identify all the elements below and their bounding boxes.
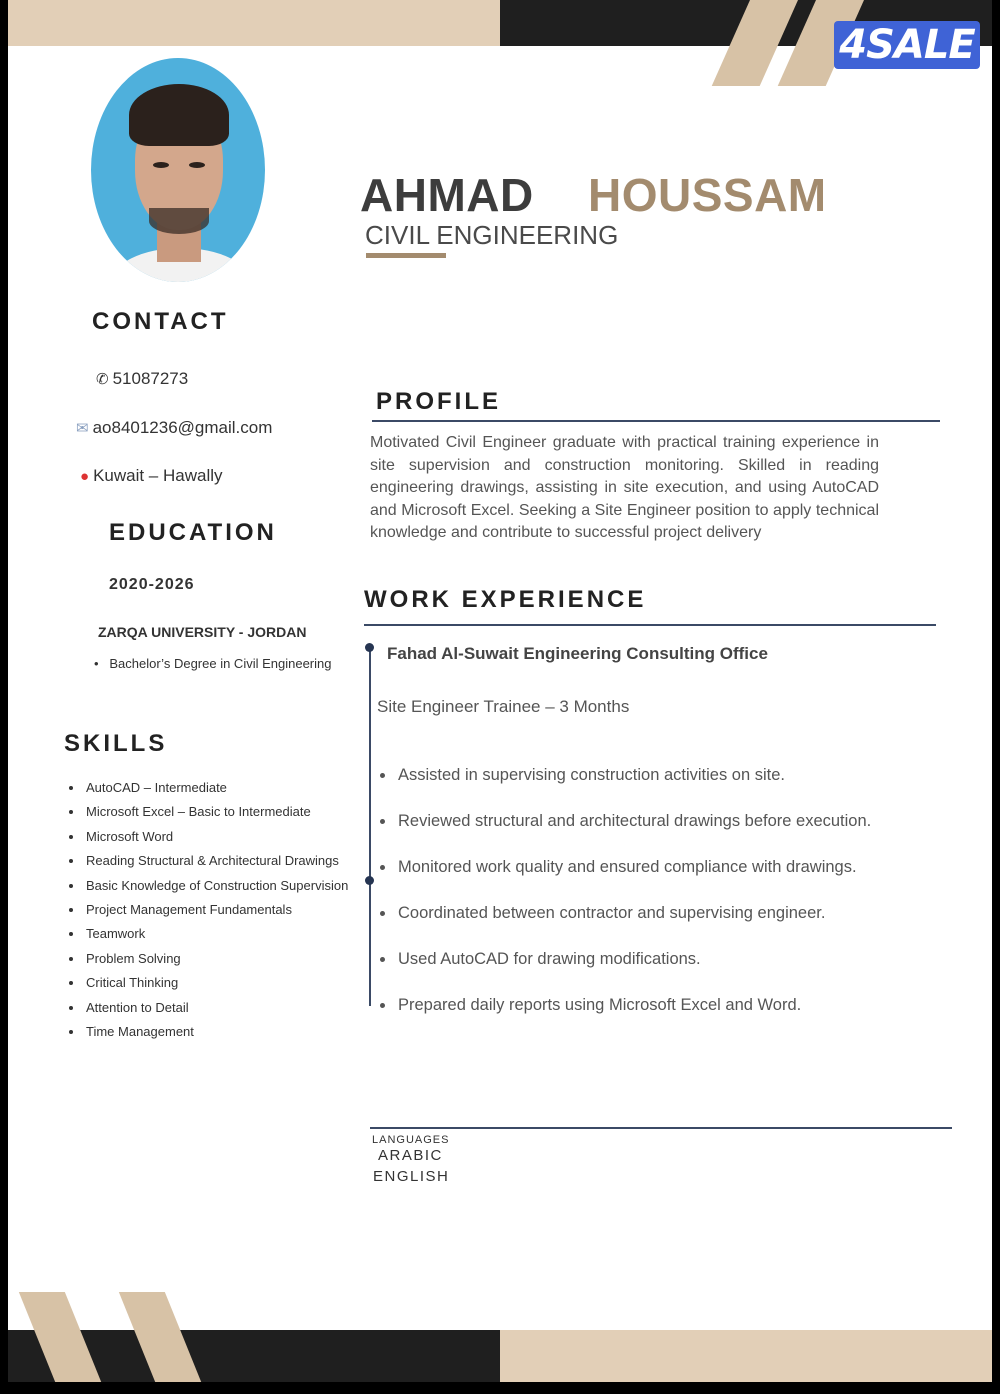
list-item: • Time Management <box>84 1020 354 1044</box>
language-english: ENGLISH <box>373 1168 450 1185</box>
name-first: AHMAD <box>360 169 534 221</box>
profile-photo <box>91 58 265 282</box>
education-university: ZARQA UNIVERSITY - JORDAN <box>98 624 307 640</box>
list-item: • Problem Solving <box>84 947 354 971</box>
bottom-tan-bar <box>500 1330 992 1382</box>
watermark-badge: 4SALE <box>834 21 980 69</box>
timeline-dot <box>365 643 374 652</box>
profile-rule <box>372 420 940 422</box>
languages-rule <box>370 1127 952 1129</box>
work-heading: WORK EXPERIENCE <box>364 586 647 613</box>
list-item: • Prepared daily reports using Microsoft Excel and Word. <box>396 982 956 1028</box>
list-item: • AutoCAD – Intermediate <box>84 776 354 800</box>
skills-list <box>66 776 354 1044</box>
timeline-line <box>369 648 371 1006</box>
job-title: CIVIL ENGINEERING <box>365 220 619 250</box>
list-item: • Basic Knowledge of Construction Supervision <box>84 874 354 898</box>
contact-phone <box>96 369 188 389</box>
list-item: • Teamwork <box>84 922 354 946</box>
mail-icon: ✉ <box>76 420 89 437</box>
phone-icon: ✆ <box>96 371 109 388</box>
list-item: • Project Management Fundamentals <box>84 898 354 922</box>
location-pin-icon: ● <box>80 468 90 485</box>
list-item: • Attention to Detail <box>84 996 354 1020</box>
contact-email[interactable] <box>76 418 272 438</box>
title-underline <box>366 253 446 258</box>
list-item: • Microsoft Word <box>84 825 354 849</box>
top-tan-bar <box>8 0 500 46</box>
contact-location <box>80 466 223 486</box>
resume-page <box>8 0 992 1382</box>
education-degree: • Bachelor’s Degree in Civil Engineering <box>94 656 332 671</box>
work-rule <box>364 624 936 626</box>
skills-heading: SKILLS <box>64 730 168 757</box>
duties-list <box>378 752 956 1028</box>
list-item: • Reviewed structural and architectural drawings before execution. <box>396 798 956 844</box>
profile-text: Motivated Civil Engineer graduate with practical training experience in site supervision and construction monitoring. Skilled in reading engineering drawings, assisting in site execution, and using AutoCAD and Microsoft Excel. Seeking a Site Engineer position to apply technical knowledge and contribute to successful project delivery <box>370 434 879 541</box>
job-role: Site Engineer Trainee – 3 Months <box>377 697 630 716</box>
contact-heading: CONTACT <box>92 308 229 335</box>
list-item: • Used AutoCAD for drawing modifications. <box>396 936 956 982</box>
languages-heading: LANGUAGES <box>372 1134 450 1146</box>
language-arabic: ARABIC <box>378 1147 443 1164</box>
degree-text: Bachelor’s Degree in Civil Engineering <box>109 656 332 671</box>
company-name: Fahad Al-Suwait Engineering Consulting Office <box>387 644 768 663</box>
timeline-dot <box>365 876 374 885</box>
list-item: • Critical Thinking <box>84 971 354 995</box>
list-item: • Assisted in supervising construction activities on site. <box>396 752 956 798</box>
list-item: • Microsoft Excel – Basic to Intermediate <box>84 800 354 824</box>
profile-heading: PROFILE <box>376 388 502 415</box>
name-last: HOUSSAM <box>588 169 827 221</box>
email-text[interactable]: ao8401236@gmail.com <box>92 418 273 437</box>
list-item: • Monitored work quality and ensured compliance with drawings. <box>396 844 956 890</box>
education-heading: EDUCATION <box>109 519 277 546</box>
location-text: Kuwait – Hawally <box>93 466 223 485</box>
list-item: • Coordinated between contractor and supervising engineer. <box>396 890 956 936</box>
list-item: • Reading Structural & Architectural Drawings <box>84 849 354 873</box>
education-years: 2020-2026 <box>109 576 195 593</box>
phone-text: 51087273 <box>112 369 189 388</box>
